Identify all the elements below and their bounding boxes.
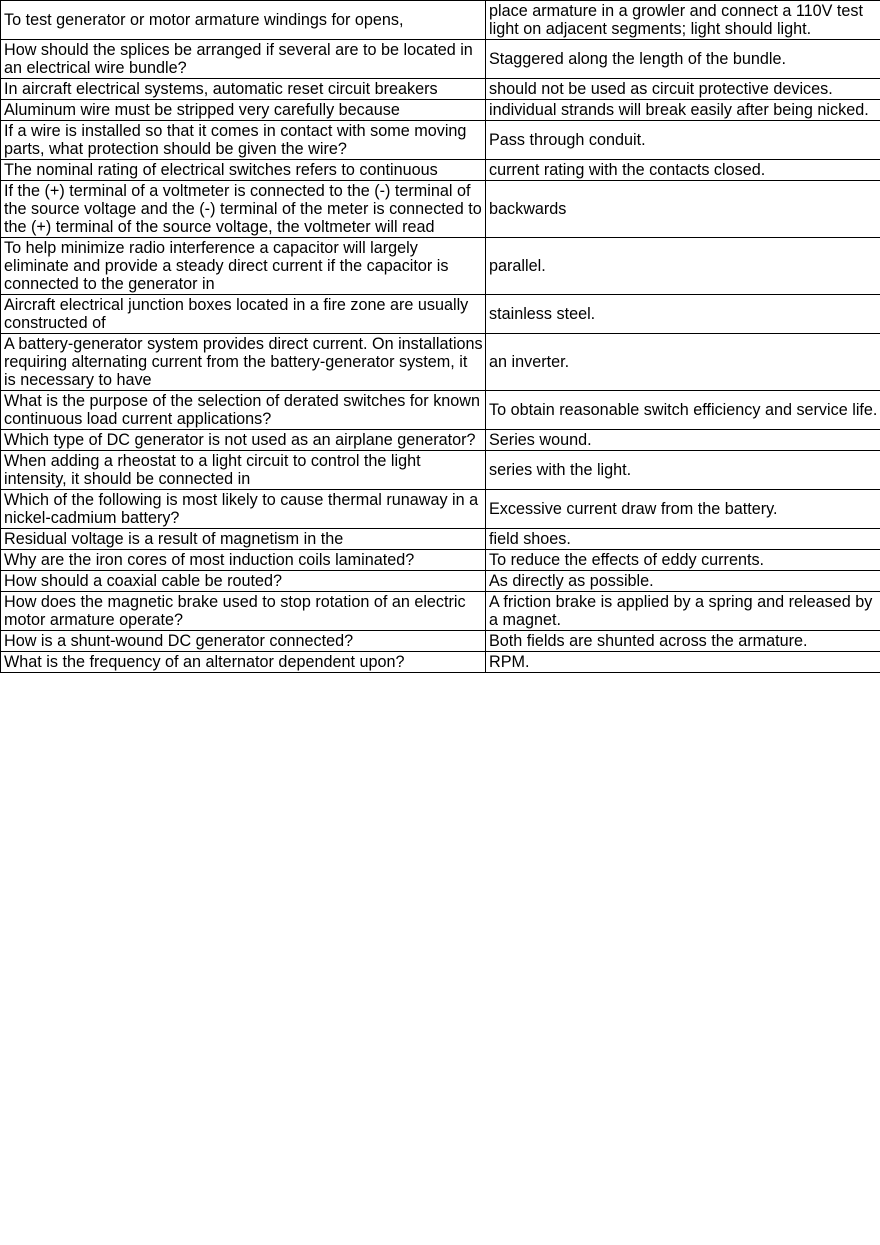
answer-cell: an inverter. (486, 334, 880, 391)
table-row (1, 592, 880, 631)
table-row (1, 490, 880, 529)
question-cell: How should the splices be arranged if several are to be located in an electrical wire bundle? (1, 40, 486, 79)
answer-cell: To obtain reasonable switch efficiency and service life. (486, 391, 880, 430)
answer-cell: place armature in a growler and connect a 110V test light on adjacent segments; light should light. (486, 1, 880, 40)
answer-cell: Series wound. (486, 430, 880, 451)
table-row (1, 451, 880, 490)
answer-cell: As directly as possible. (486, 571, 880, 592)
question-cell: Why are the iron cores of most induction coils laminated? (1, 550, 486, 571)
answer-cell: RPM. (486, 652, 880, 673)
table-row (1, 160, 880, 181)
table-row (1, 529, 880, 550)
question-cell: If a wire is installed so that it comes in contact with some moving parts, what protection should be given the wire? (1, 121, 486, 160)
answer-cell: should not be used as circuit protective devices. (486, 79, 880, 100)
table-row (1, 1, 880, 40)
table-row (1, 334, 880, 391)
answer-cell: parallel. (486, 238, 880, 295)
table-row (1, 571, 880, 592)
question-cell: A battery-generator system provides direct current. On installations requiring alternating current from the battery-generator system, it is necessary to have (1, 334, 486, 391)
question-cell: Which of the following is most likely to cause thermal runaway in a nickel-cadmium battery? (1, 490, 486, 529)
table-row (1, 79, 880, 100)
table-row (1, 121, 880, 160)
table-row (1, 550, 880, 571)
answer-cell: Staggered along the length of the bundle. (486, 40, 880, 79)
table-row (1, 295, 880, 334)
answer-cell: Pass through conduit. (486, 121, 880, 160)
answer-cell: stainless steel. (486, 295, 880, 334)
table-row (1, 100, 880, 121)
table-row (1, 40, 880, 79)
question-cell: What is the purpose of the selection of derated switches for known continuous load current applications? (1, 391, 486, 430)
table-row (1, 181, 880, 238)
answer-cell: series with the light. (486, 451, 880, 490)
answer-cell: backwards (486, 181, 880, 238)
question-cell: In aircraft electrical systems, automatic reset circuit breakers (1, 79, 486, 100)
question-cell: When adding a rheostat to a light circuit to control the light intensity, it should be connected in (1, 451, 486, 490)
question-cell: Aircraft electrical junction boxes located in a fire zone are usually constructed of (1, 295, 486, 334)
question-cell: How is a shunt-wound DC generator connected? (1, 631, 486, 652)
question-cell: Aluminum wire must be stripped very carefully because (1, 100, 486, 121)
question-cell: How does the magnetic brake used to stop rotation of an electric motor armature operate? (1, 592, 486, 631)
question-cell: How should a coaxial cable be routed? (1, 571, 486, 592)
answer-cell: To reduce the effects of eddy currents. (486, 550, 880, 571)
question-cell: What is the frequency of an alternator dependent upon? (1, 652, 486, 673)
question-cell: To test generator or motor armature windings for opens, (1, 1, 486, 40)
answer-cell: individual strands will break easily after being nicked. (486, 100, 880, 121)
question-cell: Which type of DC generator is not used as an airplane generator? (1, 430, 486, 451)
answer-cell: current rating with the contacts closed. (486, 160, 880, 181)
table-row (1, 430, 880, 451)
table-row (1, 238, 880, 295)
question-cell: To help minimize radio interference a capacitor will largely eliminate and provide a steady direct current if the capacitor is connected to the generator in (1, 238, 486, 295)
table-row (1, 391, 880, 430)
answer-cell: A friction brake is applied by a spring and released by a magnet. (486, 592, 880, 631)
question-cell: The nominal rating of electrical switches refers to continuous (1, 160, 486, 181)
answer-cell: Both fields are shunted across the armature. (486, 631, 880, 652)
table-row (1, 631, 880, 652)
answer-cell: Excessive current draw from the battery. (486, 490, 880, 529)
table-row (1, 652, 880, 673)
question-cell: If the (+) terminal of a voltmeter is connected to the (-) terminal of the source voltage and the (-) terminal of the meter is connected to the (+) terminal of the source voltage, the voltmeter will read (1, 181, 486, 238)
answer-cell: field shoes. (486, 529, 880, 550)
question-cell: Residual voltage is a result of magnetism in the (1, 529, 486, 550)
